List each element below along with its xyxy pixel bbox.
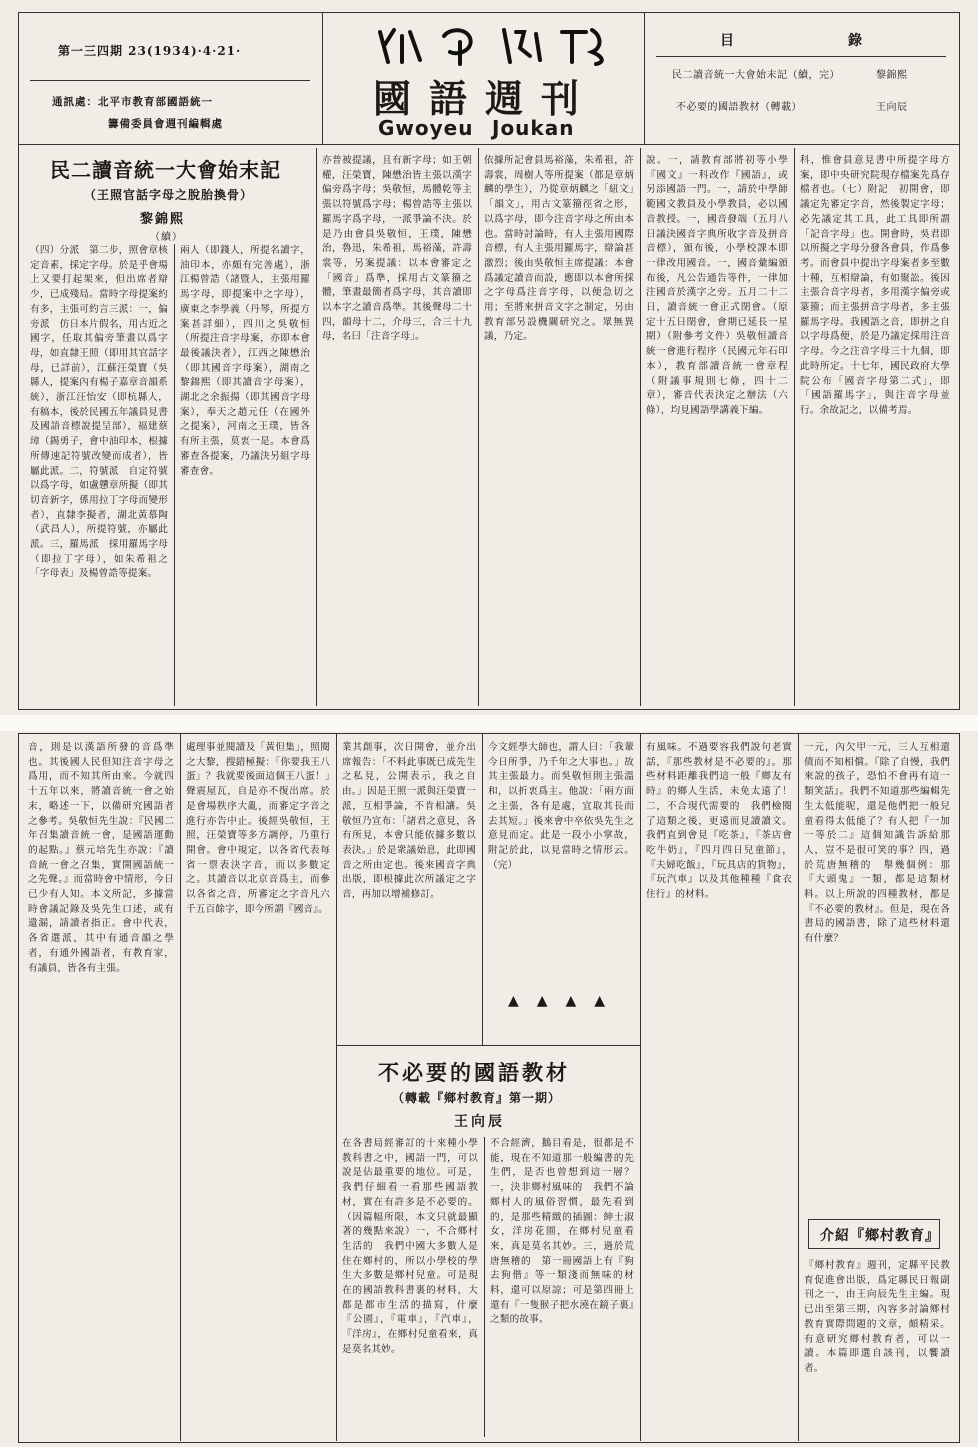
article2-column-1: 在各書局經審訂的十來種小學教科書之中，國語一門，可以說是佔最重要的地位。可是，我們仔細看一看那些國語教材，實在有許多是不必要的。（因篇幅所限，本文只就最顯著的幾點來說）一，不合鄉村生活的 我們中國大多數人是住在鄉村的，所以小學校的學生大多數是鄉村兒童。可是現在的國語教科書裏的材料，大都是都市生活的描寫，什麼『公園』，『電車』，『汽車』，『洋房』，在鄉村兒童看來，真是莫名其妙。 (342, 1138, 478, 1355)
article1-continued: （續） (150, 232, 183, 243)
toc-item-1-title[interactable]: 民二讀音統一大會始末記（續，完） (672, 70, 840, 81)
header-bottom-rule (18, 144, 960, 145)
top-column-5: 說。一，請教育部將初等小學『國文』一科改作『國語』，或另添國語一門。一，請於中學師範國文教員及小學教員，必以國音教授。一，國音發端（五月八日議決國音字典所收字音及拼音音標），頒布後，小學校課本即一律改用國音。一，國音彙編頒布後，凡公告通告等件，一律加注國音於漢字之旁。五月二十二日，讀音統一會正式閉會。（原定十五日閉會，會期已延長一星期）（附參考文件）吳敬恒讀音統一會進行程序（民國元年石印本），教育部讀音統一會章程（附議事規則七條，四十二章），審音代表決定之辦法（六條），均見國語學講義下編。 (646, 155, 788, 416)
col-divider (640, 733, 641, 1441)
article2-top-rule (336, 1045, 640, 1046)
col-divider (180, 733, 181, 1441)
romanized-title-1: Gwoyeu (378, 116, 474, 140)
bottom-column-4: 今文經學大師也，謂人曰：「我輩今日所爭，乃千年之大事也。」故其主張最力。而吳敬恒則主張溫和，以折衷爲主。他說：「兩方面之主張，各有是處，宜取其長而去其短。」後來會中卒依吳先生之意見而定。此是一段小小掌故，附記於此，以見當時之情形云。（完） (488, 742, 634, 871)
masthead-rule (30, 80, 310, 81)
address-line-2: 籌備委員會週刊編輯處 (108, 118, 223, 130)
romanized-title-2: Joukan (492, 116, 575, 140)
header-divider-right (644, 12, 645, 144)
header-divider-left (322, 12, 323, 144)
address-line-1: 通訊處：北平市教育部國語統一 (52, 96, 213, 108)
col-divider (794, 148, 795, 706)
bottom-column-6: 一元，內欠甲一元，三人互相還債而不知相償。『除了自慢，我們來說的孩子，恐怕不會再有這一類笑話』。我們不知道那些編輯先生太低能呢，還是他們把一般兒童看得太低能了？有人把『一加一等於二』這個知識告訴給那人，豈不是很可笑的事？四，過於荒唐無稽的 舉幾個例：那『大頭鬼』一類，都是這類材料。以上所說的四種教材，都是『不必要的教材』。但是，現在各書局的國語書，除了這些材料還有什麼？ (804, 742, 950, 945)
toc-rule (656, 56, 946, 57)
article2-column-2: 不合經濟，鵝目看是，很都是不能，現在不知道那一般編書的先生們，是否也曾想到這一層？一，決非鄉村風味的 我們不論鄉村人的風俗習慣，最先看到的，是那些精緻的插圖：紳士淑女，洋房花園，在鄉村兒童看來，真是莫名其妙。三，過於荒唐無稽的 第一冊國語上有『狗去狗偕』等一類淺而無味的材料，還可以原諒；可是第四冊上還有『一隻猴子把水澆在鏡子裏』之類的故事。 (490, 1138, 634, 1326)
toc-heading-left: 目 (720, 33, 738, 49)
bottom-column-3: 業其創事，次日開會，並介出席報告：「不料此事既已成先生之私見，公開表示，我之自由。」因是王照一派與汪榮寶一派，互相爭論，不肯相讓。吳敬恒乃宣布：「諸君之意見，各有所見，本會只能依據多數以表決。」於是衆議始息，此即國音之所由定也。後來國音字典出版，即根據此次所議定之字音，再加以增補修訂。 (342, 742, 476, 901)
bottom-column-2: 處理事並閱讀及「黃但集」，照閱之大黎，搜錯極擬：「你要我王八蛋」？我就要後面這個王八蛋！」聲震屋瓦，自是亦不復出席。於是會場秩序大亂，而審定字音之進行亦告中止。後經吳敬恒，王照，汪榮寶等多方調停，乃重行開會。會中規定，以各省代表每省一票表決字音，而以多數定之。其讀音以北京音爲主，而參以各省之音，所審定之字音凡六千五百餘字，即今所謂『國音』。 (186, 742, 330, 915)
top-page (0, 0, 978, 720)
col-divider (316, 148, 317, 706)
newspaper-title: 國語週刊 (372, 76, 597, 121)
top-column-6: 科，惟會員意見書中所提字母方案，即中央研究院現存檔案先爲存檔者也。（七）附記 初開會，即議定先審定字音，然後製定字母；必先議定其工具，此工具即所謂「記音字母」也。開會時，吳君即以所擬之字母分發各會員，作爲參考。而會員中提出字母案者多至數十種，互相辯論，有如聚訟。後因主張合音字母者，多用漢字偏旁或篆籀；而主張拼音字母者，多主張羅馬字母。我國語之音，即拼之自以字母爲便，於是乃議定採用注音字母。今之注音字母三十九個，即此時所定。十七年，國民政府大學院公布「國音字母第二式」，即「國語羅馬字」，與注音字母並行。余故記之，以備考焉。 (800, 155, 950, 416)
toc-item-2-title[interactable]: 不必要的國語教材（轉載） (676, 102, 802, 113)
col-divider (484, 1137, 485, 1437)
article2-title: 不必要的國語教材 (378, 1060, 570, 1085)
section-end-triangles: ▲▲▲▲ (508, 993, 624, 1009)
issue-date: 第一三四期 23(1934)·4·21· (58, 44, 242, 58)
col-divider (482, 733, 483, 1045)
col-divider (478, 148, 479, 706)
col-divider (174, 244, 175, 706)
article3-text: 『鄉村教育』週刊，定縣平民教育促進會出版，爲定縣民日報副刊之一，由王向辰先生主編。現已出至第三期，內容多討論鄉村教育實際問題的文章，頗精采。有意研究鄉村教育者，可以一讀。本篇即選自該刊，以饗讀者。 (804, 1260, 950, 1374)
top-column-1: （四）分派 第二步，照會章核定音素，採定字母。於是乎會場上又要打起架來，但出席者辯少，已成殘局。當時字母提案約有多，主張可約言三派：一，偏旁派 仿日本片假名，用古近之國字，任取其偏旁筆畫以爲字母，如直隸王照（即用其官話字母，已詳前），江蘇汪榮寶（吳縣人，提案內有楊子嘉章音韻系統），浙江汪怡安（即杭縣人，有稿本，後於民國五年議員見書及國語音標說提呈部），福建蔡璋（錫勇子，會中油印本，根據所傳速記符號改變而成者），皆屬此派。二，符號派 自定符號以爲字母，如盧戇章所擬（即其切音新字，係用拉丁字母而變形者），直隸李擬者，湖北黃慕陶（武昌人），所提符號，亦屬此派。三，羅馬派 採用羅馬字母（即拉丁字母），如朱希祖之「字母表」及楊曾誥等提案。 (30, 245, 168, 580)
article3-title: 介紹『鄉村教育』 (820, 1228, 940, 1244)
article1-title: 民二讀音統一大會始末記 (50, 158, 281, 182)
toc-item-1-author: 黎錦熙 (876, 70, 908, 81)
col-divider (640, 148, 641, 706)
seal-title-logo (340, 22, 630, 70)
bottom-page (0, 727, 978, 1447)
top-column-4: 依據所記會員馬裕藻，朱希祖，許壽裳，周樹人等所提案（都是章炳麟的學生），乃從章炳麟之「紐文」「韻文」，用古文篆籀徑省之形，以爲字母，即今注音字母之所由本也。當時討論時，有人主張用國際音標，有人主張用羅馬字，辯論甚激烈；後由吳敬恒主席提議：本會爲議定讀音而設，應即以本會所採之字母爲注音字母，以便急切之用；至將來拼音文字之制定，另由教育部另設機關研究之。眾無異議，乃定。 (484, 155, 634, 343)
article2-subtitle: （轉載『鄉村教育』第一期） (392, 1091, 562, 1105)
top-column-2: 兩人（即錢人，所提名讀字，油印本，亦頗有完善處），浙江楊曾誥（諸暨人，主張用羅馬字母，即提案中之字母），廣東之李學義（丹琴，所提方案甚詳細），四川之吳敬恒（所提注音字母案，亦即本會最後議決者），江西之陳懋治（即其國音字母案），湖南之黎錦熙（即其讀音字母案），湖北之余振揚（即其國音字母案），奉天之趙元任（在國外之提案），河南之王璞，皆各有所主張，莫衷一是。本會爲審查各提案，乃議決另組字母審查會。 (180, 245, 310, 477)
article1-author: 黎錦熙 (140, 212, 186, 227)
col-divider (798, 733, 799, 1441)
toc-heading-right: 錄 (848, 33, 866, 49)
article1-subtitle: （王照官話字母之脫胎換骨） (84, 188, 254, 202)
top-column-3: 亦普被提議，且有新字母；如王朝權，汪榮寶，陳懋治皆主張以漢字偏旁爲字母；吳敬恒，馬體乾等主張以符號爲字母；楊曾誥等主張以羅馬字爲字母，一派爭論不決。於是乃由會員吳敬恒，王璞，陳懋治，魯迅，朱希祖，馬裕藻，許壽裳等，另案提議：以本會審定之「國音」爲準，採用古文篆籀之體，筆畫最簡者爲字母，其音讀即以本字之讀音爲準。其後聲母二十四，韻母十二，介母三，合三十九母，名曰「注音字母」。 (322, 155, 472, 343)
article2-author: 王向辰 (454, 1114, 505, 1130)
col-divider (336, 733, 337, 1441)
bottom-column-5: 有風味。不過要容我們說句老實話，『那些教材是不必要的』。那些材料距離我們這一般『鄉友有時』的鄉人生活，未免太遠了！二，不合現代需要的 我們檢閱了這類之後，更遠而見讀讀文。我們直到會見『吃茶』，『茶店會吃牛奶』，『四月四日兒童節』，『夫婦吃飯』，『玩具店的貨物』，『玩汽車』以及其他種種『食衣住行』的材料。 (646, 742, 792, 901)
bottom-column-1: 音，則是以漢語所發的音爲準也。其後國人民但知注音字母之爲用，而不知其所由來。今就四十五年以來，將讀音統一會之始末，略述一下，以備研究國語者之參考。吳敬恒先生說：『民國二年召集讀音統一會，是國語運動的起點。』蔡元培先生亦說：『讀音統一會之召集，實開國語統一之先聲。』而當時會中情形，今日已少有人知。本文所記，多據當時會議記錄及吳先生口述，或有遺漏，請讀者指正。會中代表，各省選派，其中有通音韻之學者，有通外國語者，有教育家，有議員，皆各有主張。 (28, 742, 174, 974)
seal-script-logo (340, 22, 630, 70)
toc-item-2-author: 王向辰 (876, 102, 908, 113)
